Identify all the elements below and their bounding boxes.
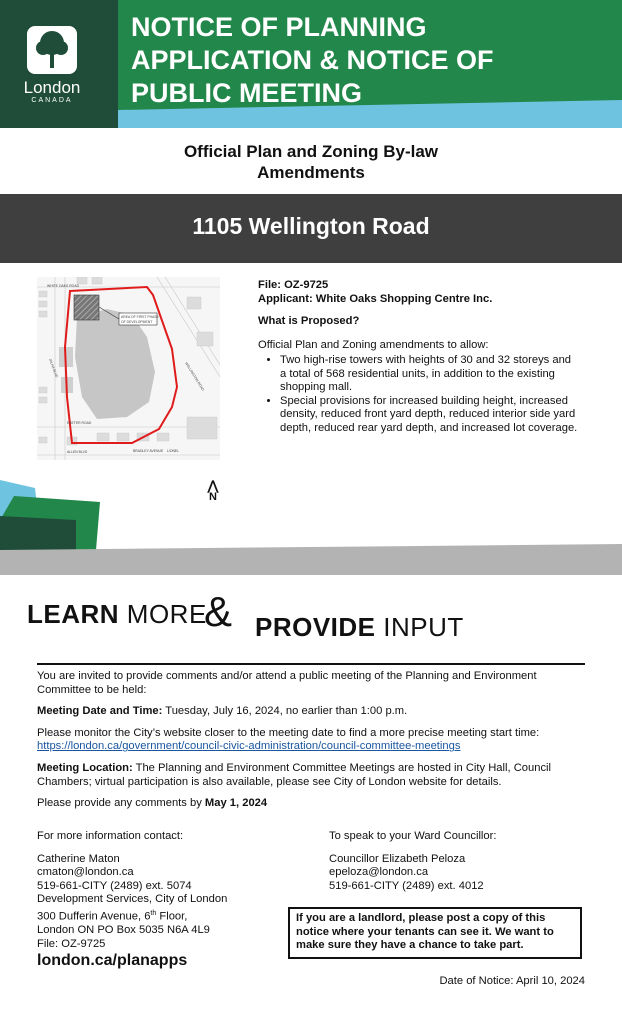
proposed-heading: What is Proposed? [258,315,360,327]
council-meetings-link[interactable]: https://london.ca/government/council-civic-administration/council-committee-meetings [37,740,461,753]
councillor-heading: To speak to your Ward Councillor: [329,830,497,842]
title-line-3: PUBLIC MEETING [131,78,363,108]
file-number: File: OZ-9725 [258,279,329,291]
north-arrow-icon: ⋀ [207,478,219,493]
monitor-message: Please monitor the City’s website closer to the meeting date to find a more precise meeting start time: [37,726,540,739]
page-title [131,11,591,110]
map-callout-line-1: AREA OF FIRST PHASE [121,315,159,319]
north-label: N [209,491,217,503]
title-line-1: NOTICE OF PLANNING [131,12,427,42]
map-callout-line-2: OF DEVELOPMENT [121,320,153,324]
input-word: INPUT [383,612,464,642]
applicant: Applicant: White Oaks Shopping Centre Inc. [258,292,493,305]
contact-address [37,907,297,924]
map-road-label-lionel: LIONEL [167,449,180,453]
logo-wordmark: London [23,78,81,97]
address-line-1: 300 Dufferin Avenue, 6 [37,910,151,923]
meeting-location-value: The Planning and Environment Committee Meetings are hosted in City Hall, Council Chambers; virtual participation is also available, please see City of London website for details. [37,761,552,788]
map-road-label-white-oaks: WHITE OAKS ROAD [47,284,80,288]
site-address: 1105 Wellington Road [192,213,430,239]
contact-phone: 519-661-CITY (2489) ext. 5074 [37,879,192,892]
monitor-text [37,727,587,754]
comments-date: May 1, 2024 [204,797,268,810]
learn-word: LEARN [27,599,120,629]
date-of-notice: Date of Notice: April 10, 2024 [439,975,585,987]
meeting-date-value: Tuesday, July 16, 2024, no earlier than 1:00 p.m. [162,705,408,718]
list-item: • Two high-rise towers with heights of 30 and 32 storeys and a total of 568 residential units, in addition to the existing shopping mall. [280,354,578,395]
logo-subtext: CANADA [31,97,73,104]
decorative-band [0,480,622,575]
councillor-phone: 519-661-CITY (2489) ext. 4012 [329,879,484,892]
map-road-label-bradley: BRADLEY AVENUE [133,449,164,453]
meeting-location-label: Meeting Location: [37,761,133,774]
meeting-date-label: Meeting Date and Time: [37,705,163,718]
meeting-date-time [37,705,587,719]
subtitle [0,141,622,183]
councillor-contact [329,830,589,893]
map-road-label-jalna: JALNA BLVD [48,357,59,379]
contact-file: File: OZ-9725 [37,937,106,950]
councillor-name: Councillor Elizabeth Peloza [329,852,466,865]
subtitle-line-2: Amendments [257,163,365,182]
planapps-link[interactable]: london.ca/planapps [37,952,188,970]
comments-deadline [37,797,587,811]
title-line-2: APPLICATION & NOTICE OF [131,45,494,75]
map-road-label-exeter: EXETER ROAD [67,421,92,425]
proposal-info [258,279,578,435]
provide-word: PROVIDE [255,612,376,642]
landlord-notice: If you are a landlord, please post a copy of this notice where your tenants can see it. We want to make sure they have a chance to take part. [288,907,582,959]
learn-more-heading [27,599,207,630]
planner-contact [37,830,297,968]
contact-name: Catherine Maton [37,852,120,865]
comments-prefix: Please provide any comments by [37,797,205,810]
provide-input-heading [255,612,464,643]
ampersand: & [204,588,233,635]
address-floor: Floor, [156,910,188,923]
location-map [37,277,220,460]
contact-address-2: London ON PO Box 5035 N6A 4L9 [37,924,210,937]
list-item: • Special provisions for increased building height, increased density, reduced front yard depth, reduced interior side yard depth, reduced rear yard depth, and increased lot coverage. [280,395,578,436]
tree-icon [27,26,77,74]
contact-heading: For more information contact: [37,830,184,842]
subtitle-line-1: Official Plan and Zoning By-law [183,142,439,161]
address-superscript: th [150,909,157,917]
meeting-details [37,670,587,819]
proposed-intro: Official Plan and Zoning amendments to allow: [258,338,489,351]
map-road-label-allen: ALLEN BLVD [67,450,88,454]
proposal-list [258,354,578,435]
map-road-label-wellington: WELLINGTON ROAD [184,361,206,392]
contact-department: Development Services, City of London [37,893,228,906]
divider [37,663,585,665]
councillor-email[interactable]: epeloza@london.ca [329,866,429,879]
invitation-text: You are invited to provide comments and/or attend a public meeting of the Planning and Environment Committee to be held: [37,670,537,696]
meeting-location [37,762,587,789]
more-word: MORE [126,599,207,629]
contact-email[interactable]: cmaton@london.ca [37,866,134,879]
